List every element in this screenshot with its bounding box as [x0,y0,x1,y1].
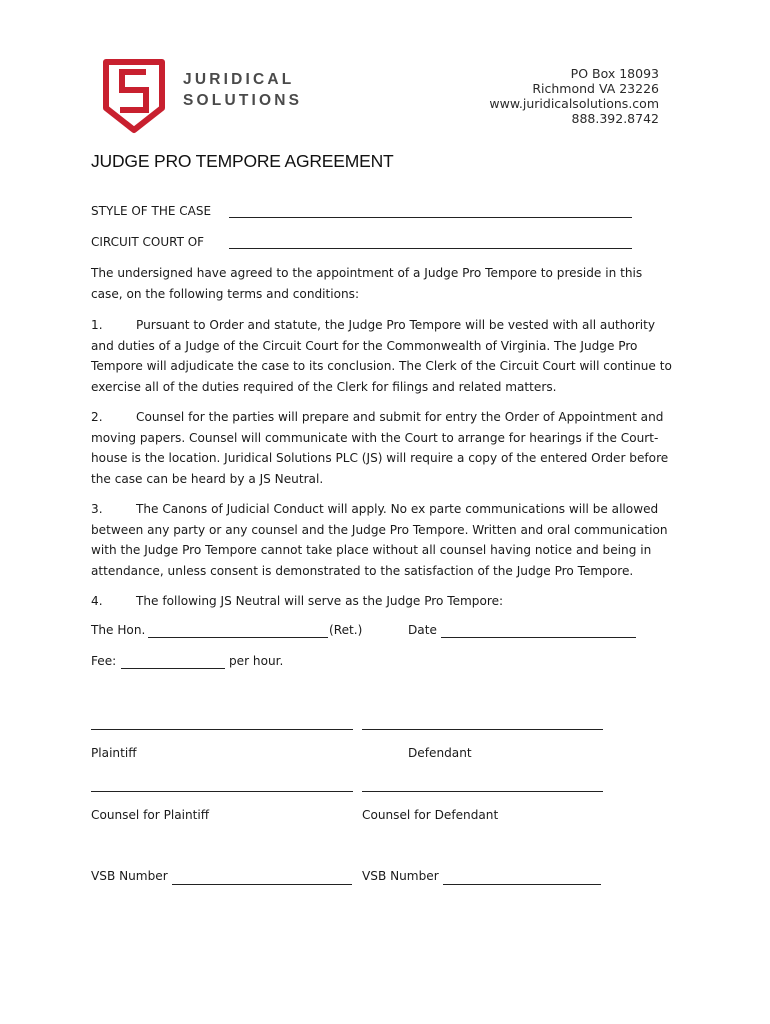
date-field[interactable] [441,637,636,638]
vsb-number-defendant-field[interactable] [443,884,601,885]
clause-text: Pursuant to Order and statute, the Judge Pro Tempore will be vested with all authority and duties of a Judge of the Circuit Court for the Commonwealth of Virginia. The Judge Pro Tempore will adjudicate the case to its conclusion. The Clerk of the Circuit Court will continue to exercise all of the duties required of the Clerk for filings and related matters. [91,318,672,394]
date-label: Date [408,623,437,637]
circuit-court-field[interactable] [229,248,632,249]
brand-name-line2: SOLUTIONS [183,92,303,109]
page-title: JUDGE PRO TEMPORE AGREEMENT [91,151,394,171]
vsb-number-right-label: VSB Number [362,869,439,883]
fee-label: Fee: [91,654,117,668]
circuit-court-label: CIRCUIT COURT OF [91,235,205,249]
hon-label: The Hon. [91,623,146,637]
counsel-plaintiff-signature-line[interactable] [91,791,353,792]
vsb-number-left-label: VSB Number [91,869,168,883]
style-of-case-field[interactable] [229,217,632,218]
clause-number: 2. [91,410,103,424]
plaintiff-label: Plaintiff [91,746,137,760]
clause-1 [91,315,677,397]
per-hour-label: per hour. [229,654,284,668]
clause-number: 4. [91,594,103,608]
fee-field[interactable] [121,668,225,669]
defendant-label: Defendant [408,746,472,760]
counsel-defendant-signature-line[interactable] [362,791,603,792]
clause-number: 1. [91,318,103,332]
intro-paragraph: The undersigned have agreed to the appointment of a Judge Pro Tempore to preside in this case, on the following terms and conditions: [91,266,643,301]
clause-4 [91,591,677,612]
clause-3 [91,499,677,581]
defendant-signature-line[interactable] [362,729,603,730]
website-link[interactable]: www.juridicalsolutions.com [489,96,659,111]
vsb-number-plaintiff-field[interactable] [172,884,352,885]
clause-2 [91,407,677,489]
address-city: Richmond VA 23226 [532,81,659,96]
ret-label: (Ret.) [329,623,363,637]
clause-number: 3. [91,502,103,516]
style-of-case-label: STYLE OF THE CASE [91,204,212,218]
clause-text: The following JS Neutral will serve as the Judge Pro Tempore: [136,594,504,608]
counsel-plaintiff-label: Counsel for Plaintiff [91,808,210,822]
counsel-defendant-label: Counsel for Defendant [362,808,499,822]
address-po-box: PO Box 18093 [570,66,659,81]
plaintiff-signature-line[interactable] [91,729,353,730]
phone-number: 888.392.8742 [571,111,659,126]
juridical-solutions-logo-icon [102,58,166,134]
brand-name-line1: JURIDICAL [183,71,295,88]
judge-name-field[interactable] [148,637,328,638]
clause-text: The Canons of Judicial Conduct will apply. No ex parte communications will be allowed between any party or any counsel and the Judge Pro Tempore. Written and oral communication with the Judge Pro Tempore cannot take place without all counsel having notice and being in attendance, unless consent is demonstrated to the satisfaction of the Judge Pro Tempore. [91,502,668,578]
clause-text: Counsel for the parties will prepare and submit for entry the Order of Appointment and moving papers. Counsel will communicate with the Court to arrange for hearings if the Court-house is the location. Juridical Solutions PLC (JS) will require a copy of the entered Order before the case can be heard by a JS Neutral. [91,410,669,486]
